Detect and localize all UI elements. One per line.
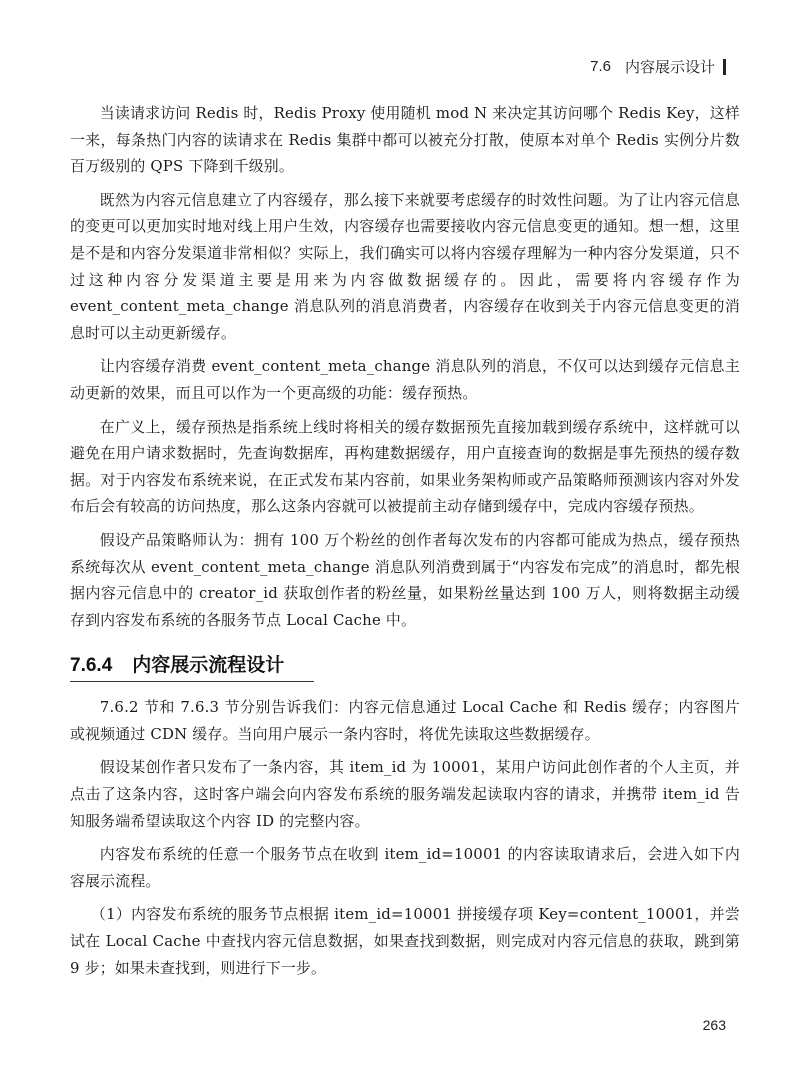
section-heading-number: 7.6.4 — [70, 655, 113, 677]
header-bar — [723, 59, 726, 75]
paragraph-strategy-assumption: 假设产品策略师认为：拥有 100 万个粉丝的创作者每次发布的内容都可能成为热点，缓存预热系统每次从 event_content_meta_change 消息队列消费到属于“内容发布完成”的消息时，都先根据内容元信息中的 creator_id 获取创作者的粉丝量，如果粉丝量达到 100 万人，则将数据主动缓存到内容发布系统的各服务节点 Local Cache 中。 — [70, 530, 740, 629]
section-heading — [70, 650, 314, 682]
paragraph-example-scenario: 假设某创作者只发布了一条内容，其 item_id 为 10001，某用户访问此创作者的个人主页，并点击了这条内容，这时客户端会向内容发布系统的服务端发起读取内容的请求，并携带 item_id 告知服务端希望读取这个内容 ID 的完整内容。 — [70, 758, 740, 830]
page-body — [70, 100, 740, 988]
paragraph-cache-consumer: 让内容缓存消费 event_content_meta_change 消息队列的消息，不仅可以达到缓存元信息主动更新的效果，而且可以作为一个更高级的功能：缓存预热。 — [70, 357, 740, 402]
section-heading-title: 内容展示流程设计 — [132, 655, 285, 677]
page-number: 263 — [702, 1017, 726, 1033]
running-header — [590, 56, 726, 77]
paragraph-step-1: （1）内容发布系统的服务节点根据 item_id=10001 拼接缓存项 Key=content_10001，并尝试在 Local Cache 中查找内容元信息数据，如果查找到数据，则完成对内容元信息的获取，跳到第 9 步；如果未查找到，则进行下一步。 — [70, 905, 740, 977]
paragraph-redis-proxy: 当读请求访问 Redis 时，Redis Proxy 使用随机 mod N 来决定其访问哪个 Redis Key，这样一来，每条热门内容的读请求在 Redis 集群中都可以被充分打散，使原本对单个 Redis 实例分片数百万级别的 QPS 下降到千级别。 — [70, 104, 740, 176]
paragraph-cache-preheat: 在广义上，缓存预热是指系统上线时将相关的缓存数据预先直接加载到缓存系统中，这样就可以避免在用户请求数据时，先查询数据库，再构建数据缓存，用户直接查询的数据是事先预热的缓存数据。对于内容发布系统来说，在正式发布某内容前，如果业务架构师或产品策略师预测该内容对外发布后会有较高的访问热度，那么这条内容就可以被提前主动存储到缓存中，完成内容缓存预热。 — [70, 417, 740, 516]
header-section-title: 内容展示设计 — [624, 59, 715, 76]
paragraph-flow-intro: 内容发布系统的任意一个服务节点在收到 item_id=10001 的内容读取请求后，会进入如下内容展示流程。 — [70, 845, 740, 890]
paragraph-cache-timeliness: 既然为内容元信息建立了内容缓存，那么接下来就要考虑缓存的时效性问题。为了让内容元信息的变更可以更加实时地对线上用户生效，内容缓存也需要接收内容元信息变更的通知。想一想，这里是不是和内容分发渠道非常相似？实际上，我们确实可以将内容缓存理解为一种内容分发渠道，只不过这种内容分发渠道主要是用来为内容做数据缓存的。因此，需要将内容缓存作为 event_content_meta_change 消息队列的消息消费者，内容缓存在收到关于内容元信息变更的消息时可以主动更新缓存。 — [70, 190, 740, 342]
header-section-number: 7.6 — [590, 58, 611, 75]
paragraph-cache-summary: 7.6.2 节和 7.6.3 节分别告诉我们：内容元信息通过 Local Cache 和 Redis 缓存；内容图片或视频通过 CDN 缓存。当向用户展示一条内容时，将优先读取这些数据缓存。 — [70, 698, 740, 743]
